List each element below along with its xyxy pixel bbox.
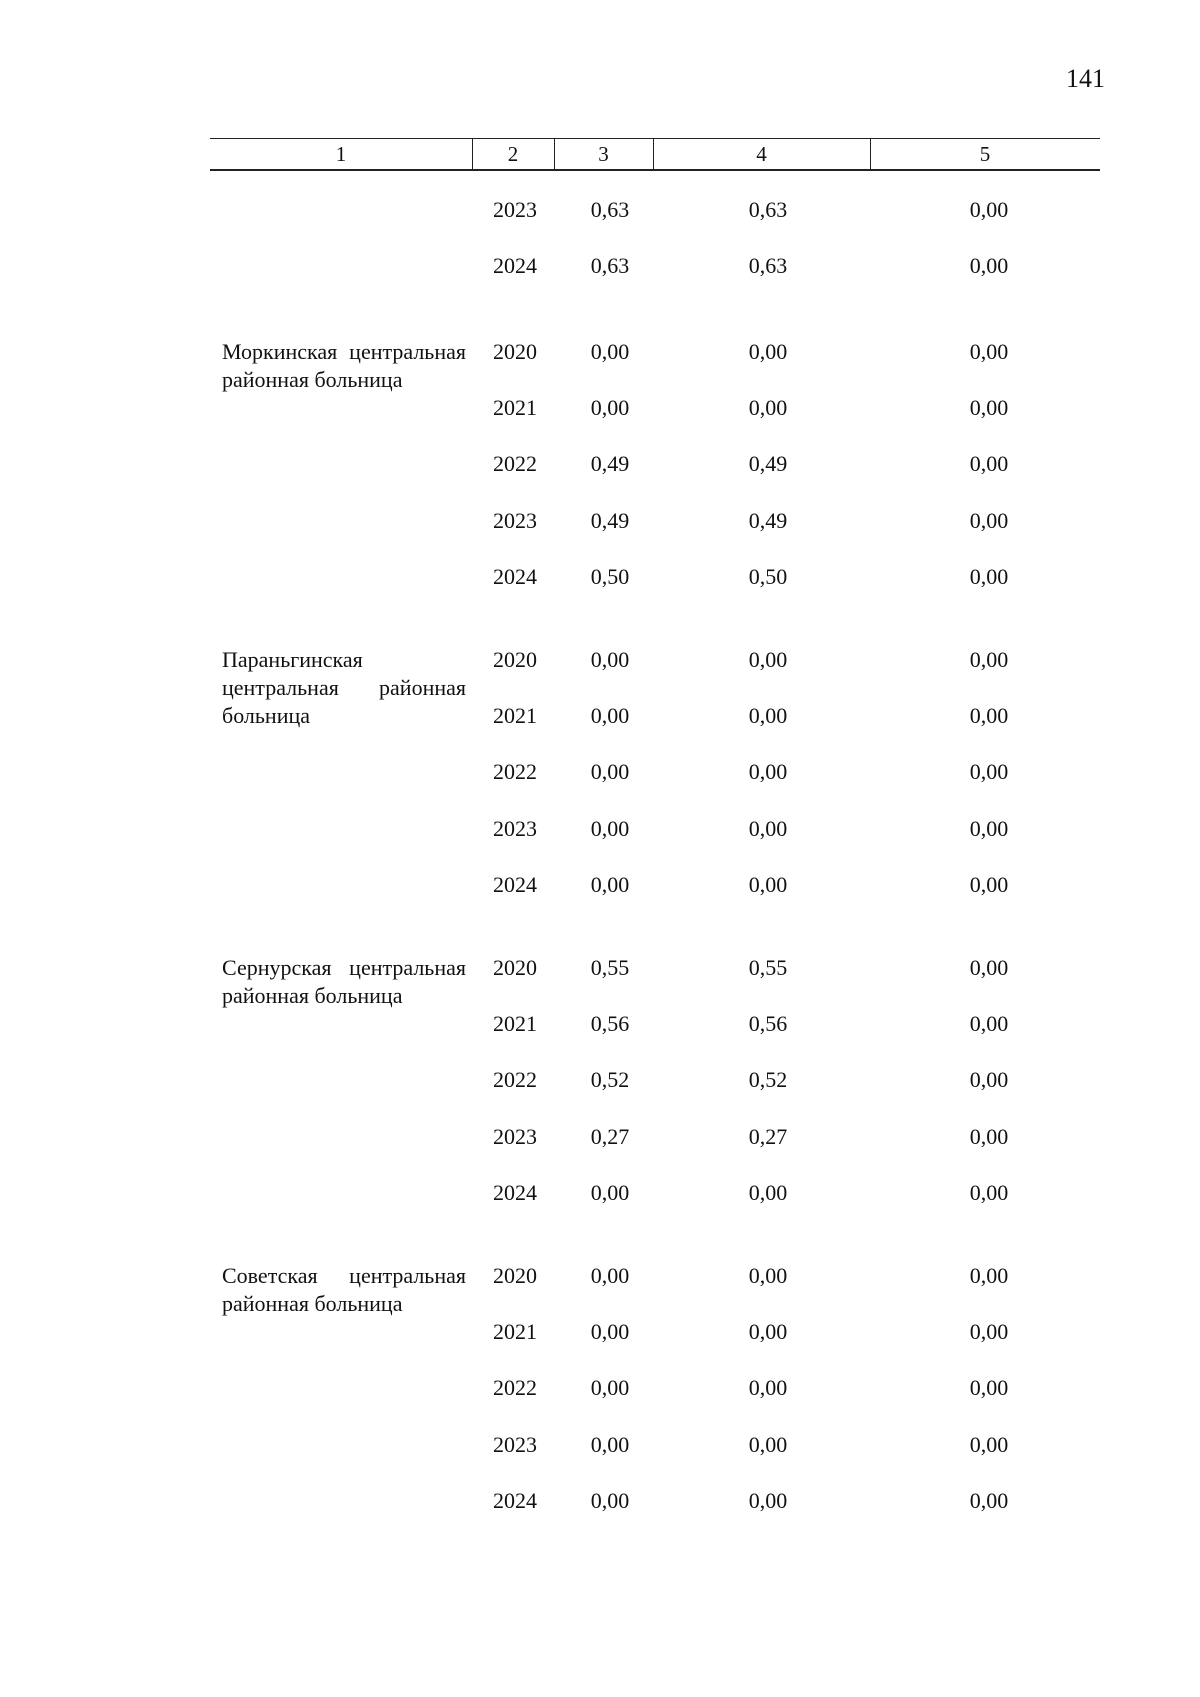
value-cell-col4: 0,00 — [748, 872, 788, 897]
value-cell-col4: 0,50 — [748, 564, 788, 589]
value-cell-col3: 0,49 — [590, 451, 630, 476]
year-cell: 2024 — [493, 872, 537, 897]
value-cell-col3: 0,56 — [590, 1011, 630, 1036]
value-cell-col4: 0,63 — [748, 253, 788, 278]
year-cell: 2024 — [493, 253, 537, 278]
organization-name: Моркинская центральная районная больница — [222, 339, 466, 392]
value-cell-col4: 0,00 — [748, 647, 788, 672]
value-cell-col3: 0,55 — [590, 955, 630, 980]
header-col-5: 5 — [979, 142, 991, 166]
value-cell-col5: 0,00 — [969, 253, 1009, 278]
value-cell-col5: 0,00 — [969, 759, 1009, 784]
year-cell: 2020 — [493, 1263, 537, 1288]
value-cell-col3: 0,50 — [590, 564, 630, 589]
value-cell-col4: 0,55 — [748, 955, 788, 980]
value-cell-col5: 0,00 — [969, 1263, 1009, 1288]
header-col-1: 1 — [335, 142, 347, 166]
value-cell-col5: 0,00 — [969, 197, 1009, 222]
header-col-2: 2 — [507, 142, 519, 166]
value-cell-col5: 0,00 — [969, 955, 1009, 980]
year-cell: 2022 — [493, 1067, 537, 1092]
value-cell-col3: 0,00 — [590, 1488, 630, 1513]
organization-name: Параньгинская центральная районная больница — [222, 647, 466, 728]
year-cell: 2021 — [493, 395, 537, 420]
value-cell-col4: 0,49 — [748, 508, 788, 533]
value-cell-col3: 0,00 — [590, 872, 630, 897]
year-cell: 2022 — [493, 1375, 537, 1400]
value-cell-col5: 0,00 — [969, 703, 1009, 728]
organization-name: Сернурская центральная районная больница — [222, 955, 466, 1008]
value-cell-col5: 0,00 — [969, 816, 1009, 841]
page-number: 141 — [1066, 64, 1105, 93]
value-cell-col3: 0,00 — [590, 1180, 630, 1205]
header-col-4: 4 — [756, 142, 767, 166]
value-cell-col3: 0,00 — [590, 339, 630, 364]
value-cell-col4: 0,00 — [748, 1375, 788, 1400]
year-cell: 2021 — [493, 703, 537, 728]
value-cell-col3: 0,27 — [590, 1124, 630, 1149]
value-cell-col5: 0,00 — [969, 395, 1009, 420]
value-cell-col5: 0,00 — [969, 872, 1009, 897]
value-cell-col4: 0,00 — [748, 1432, 788, 1457]
year-cell: 2023 — [493, 816, 537, 841]
value-cell-col5: 0,00 — [969, 647, 1009, 672]
value-cell-col4: 0,00 — [748, 816, 788, 841]
value-cell-col5: 0,00 — [969, 1319, 1009, 1344]
year-cell: 2021 — [493, 1319, 537, 1344]
value-cell-col4: 0,56 — [748, 1011, 788, 1036]
value-cell-col4: 0,27 — [748, 1124, 788, 1149]
value-cell-col5: 0,00 — [969, 1432, 1009, 1457]
value-cell-col5: 0,00 — [969, 451, 1009, 476]
value-cell-col5: 0,00 — [969, 564, 1009, 589]
value-cell-col4: 0,00 — [748, 1263, 788, 1288]
year-cell: 2022 — [493, 759, 537, 784]
value-cell-col5: 0,00 — [969, 1067, 1009, 1092]
value-cell-col5: 0,00 — [969, 339, 1009, 364]
value-cell-col3: 0,00 — [590, 1263, 630, 1288]
value-cell-col3: 0,00 — [590, 759, 630, 784]
year-cell: 2023 — [493, 197, 537, 222]
year-cell: 2021 — [493, 1011, 537, 1036]
value-cell-col3: 0,49 — [590, 508, 630, 533]
table-header — [210, 138, 1100, 171]
year-cell: 2020 — [493, 339, 537, 364]
value-cell-col5: 0,00 — [969, 1180, 1009, 1205]
value-cell-col5: 0,00 — [969, 1488, 1009, 1513]
value-cell-col4: 0,00 — [748, 395, 788, 420]
year-cell: 2022 — [493, 451, 537, 476]
year-cell: 2024 — [493, 1180, 537, 1205]
value-cell-col3: 0,00 — [590, 395, 630, 420]
year-cell: 2023 — [493, 1124, 537, 1149]
value-cell-col4: 0,00 — [748, 703, 788, 728]
value-cell-col5: 0,00 — [969, 1375, 1009, 1400]
value-cell-col3: 0,00 — [590, 1375, 630, 1400]
value-cell-col3: 0,63 — [590, 253, 630, 278]
value-cell-col3: 0,00 — [590, 647, 630, 672]
year-cell: 2024 — [493, 564, 537, 589]
value-cell-col4: 0,49 — [748, 451, 788, 476]
year-cell: 2023 — [493, 508, 537, 533]
organization-name: Советская центральная районная больница — [222, 1263, 466, 1316]
year-cell: 2024 — [493, 1488, 537, 1513]
value-cell-col4: 0,00 — [748, 1488, 788, 1513]
value-cell-col3: 0,52 — [590, 1067, 630, 1092]
value-cell-col3: 0,00 — [590, 1319, 630, 1344]
year-cell: 2020 — [493, 955, 537, 980]
value-cell-col4: 0,52 — [748, 1067, 788, 1092]
year-cell: 2020 — [493, 647, 537, 672]
value-cell-col5: 0,00 — [969, 1124, 1009, 1149]
year-cell: 2023 — [493, 1432, 537, 1457]
value-cell-col3: 0,00 — [590, 703, 630, 728]
value-cell-col4: 0,00 — [748, 759, 788, 784]
value-cell-col5: 0,00 — [969, 508, 1009, 533]
value-cell-col4: 0,00 — [748, 339, 788, 364]
header-col-3: 3 — [598, 142, 609, 166]
value-cell-col4: 0,63 — [748, 197, 788, 222]
value-cell-col4: 0,00 — [748, 1319, 788, 1344]
value-cell-col3: 0,00 — [590, 816, 630, 841]
value-cell-col5: 0,00 — [969, 1011, 1009, 1036]
value-cell-col4: 0,00 — [748, 1180, 788, 1205]
value-cell-col3: 0,00 — [590, 1432, 630, 1457]
value-cell-col3: 0,63 — [590, 197, 630, 222]
